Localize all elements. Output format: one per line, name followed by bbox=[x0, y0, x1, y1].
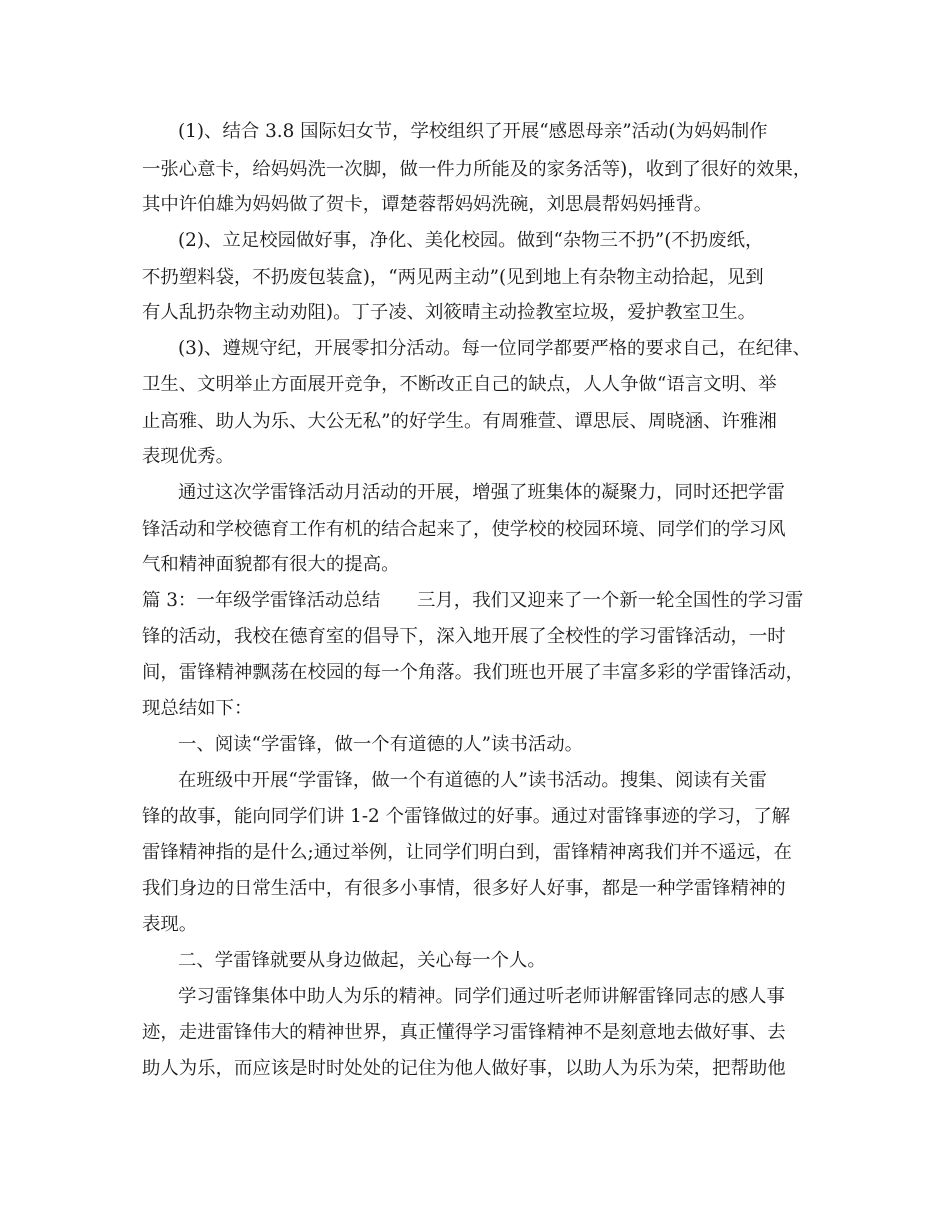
text-line: 迹，走进雷锋伟大的精神世界，真正懂得学习雷锋精神不是刻意地去做好事、去 bbox=[142, 1022, 786, 1043]
text-line: 其中许伯雄为妈妈做了贺卡，谭楚蓉帮妈妈洗碗，刘思晨帮妈妈捶背。 bbox=[142, 194, 713, 215]
text-line: 卫生、文明举止方面展开竞争，不断改正自己的缺点，人人争做“语言文明、举 bbox=[142, 374, 777, 395]
text-line: 不扔塑料袋，不扔废包装盒)，“两见两主动”(见到地上有杂物主动拾起，见到 bbox=[142, 267, 764, 288]
text-line: 锋的故事，能向同学们讲 1-2 个雷锋做过的好事。通过对雷锋事迹的学习，了解 bbox=[142, 806, 791, 827]
text-line: 在班级中开展“学雷锋，做一个有道德的人”读书活动。搜集、阅读有关雷 bbox=[178, 770, 767, 791]
text-line: 有人乱扔杂物主动劝阻)。丁子凌、刘筱晴主动捡教室垃圾，爱护教室卫生。 bbox=[142, 302, 757, 323]
text-line: 锋活动和学校德育工作有机的结合起来了，使学校的校园环境、同学们的学习风 bbox=[142, 519, 786, 540]
text-line: 止高雅、助人为乐、大公无私”的好学生。有周雅萱、谭思辰、周晓涵、许雅湘 bbox=[142, 411, 777, 432]
text-line: 表现优秀。 bbox=[142, 446, 234, 467]
text-line: 表现。 bbox=[142, 914, 198, 935]
text-line: 篇 3：一年级学雷锋活动总结 三月，我们又迎来了一个新一轮全国性的学习雷 bbox=[142, 590, 804, 611]
text-line: 通过这次学雷锋活动月活动的开展，增强了班集体的凝聚力，同时还把学雷 bbox=[178, 482, 785, 503]
text-line: 一、阅读“学雷锋，做一个有道德的人”读书活动。 bbox=[178, 734, 584, 755]
text-line: 气和精神面貌都有很大的提高。 bbox=[142, 554, 400, 575]
text-line: 锋的活动，我校在德育室的倡导下，深入地开展了全校性的学习雷锋活动，一时 bbox=[142, 626, 786, 647]
text-line: 雷锋精神指的是什么;通过举例，让同学们明白到，雷锋精神离我们并不遥远，在 bbox=[142, 842, 792, 863]
text-line: 助人为乐，而应该是时时处处的记住为他人做好事，以助人为乐为荣，把帮助他 bbox=[142, 1058, 786, 1079]
text-line: 一张心意卡，给妈妈洗一次脚，做一件力所能及的家务活等)，收到了很好的效果， bbox=[142, 159, 812, 180]
text-line: (1)、结合 3.8 国际妇女节，学校组织了开展“感恩母亲”活动(为妈妈制作 bbox=[178, 121, 768, 142]
text-line: 现总结如下： bbox=[142, 698, 253, 719]
text-line: 学习雷锋集体中助人为乐的精神。同学们通过听老师讲解雷锋同志的感人事 bbox=[178, 986, 785, 1007]
text-line: (3)、遵规守纪，开展零扣分活动。每一位同学都要严格的要求自己，在纪律、 bbox=[178, 338, 811, 359]
text-line: 我们身边的日常生活中，有很多小事情，很多好人好事，都是一种学雷锋精神的 bbox=[142, 878, 786, 899]
text-line: 二、学雷锋就要从身边做起，关心每一个人。 bbox=[178, 950, 546, 971]
text-line: 间，雷锋精神飘荡在校园的每一个角落。我们班也开展了丰富多彩的学雷锋活动， bbox=[142, 662, 805, 683]
text-line: (2)、立足校园做好事，净化、美化校园。做到“杂物三不扔”(不扔废纸， bbox=[178, 230, 764, 251]
